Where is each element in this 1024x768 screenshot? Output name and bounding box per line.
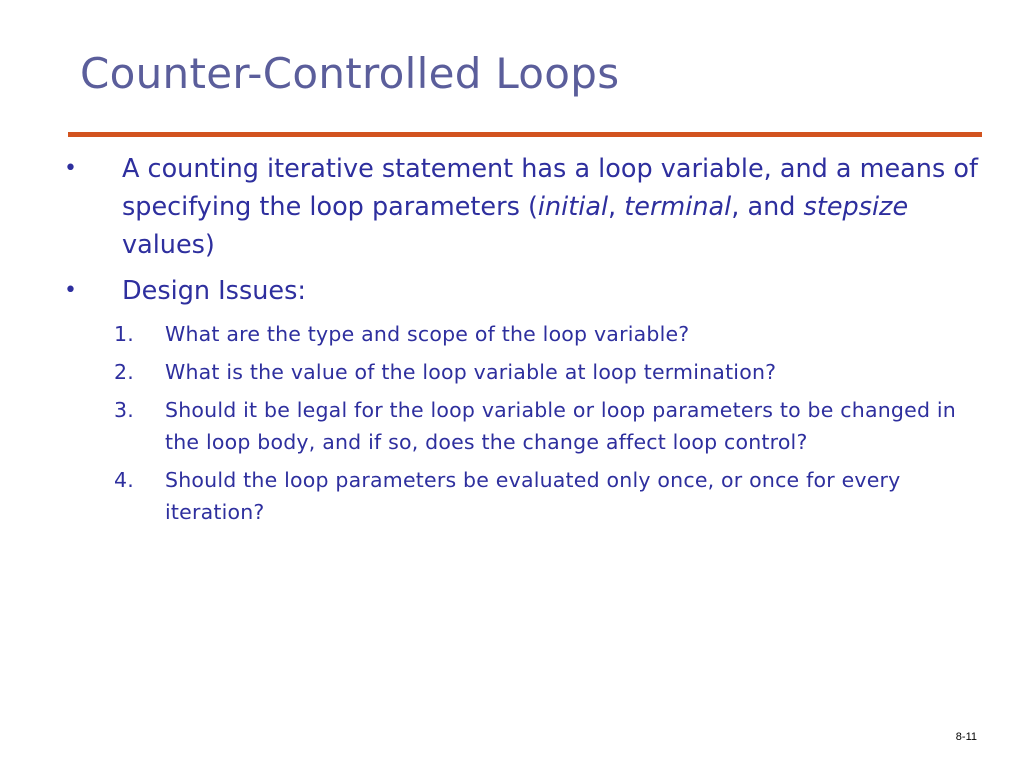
bullet-text-part: ,: [608, 192, 625, 222]
bullet-loop-variable: [64, 150, 994, 264]
item-text: Should the loop parameters be evaluated only once, or once for every iteration?: [165, 468, 901, 524]
design-issue-item: [64, 464, 994, 528]
slide-body: [64, 150, 994, 534]
bullet-marker: •: [64, 278, 77, 303]
bullet-design-issues: [64, 272, 994, 310]
slide-title: Counter-Controlled Loops: [80, 49, 620, 98]
bullet-text-part: values): [122, 230, 215, 260]
item-number: 1.: [114, 322, 134, 346]
bullet-text: [122, 154, 978, 260]
design-issue-item: [64, 356, 994, 388]
item-text: What are the type and scope of the loop variable?: [165, 322, 690, 346]
title-divider: [68, 132, 982, 137]
item-number: 3.: [114, 398, 134, 422]
design-issue-item: [64, 394, 994, 458]
design-issues-list: [64, 318, 994, 528]
bullet-text-part: , and: [731, 192, 804, 222]
item-text: Should it be legal for the loop variable or loop parameters to be changed in the loop body, and if so, does the change affect loop control?: [165, 398, 956, 454]
term-terminal: terminal: [624, 192, 732, 222]
bullet-marker: •: [64, 156, 77, 181]
term-stepsize: stepsize: [803, 192, 909, 222]
design-issue-item: [64, 318, 994, 350]
bullet-text: Design Issues:: [122, 276, 306, 306]
item-number: 4.: [114, 468, 134, 492]
item-number: 2.: [114, 360, 134, 384]
term-initial: initial: [537, 192, 609, 222]
bullet-text-part: A counting iterative statement has a loop variable, and a means of specifying the loop parameters (: [122, 154, 978, 222]
item-text: What is the value of the loop variable at loop termination?: [165, 360, 777, 384]
page-number: 8-11: [955, 731, 977, 743]
